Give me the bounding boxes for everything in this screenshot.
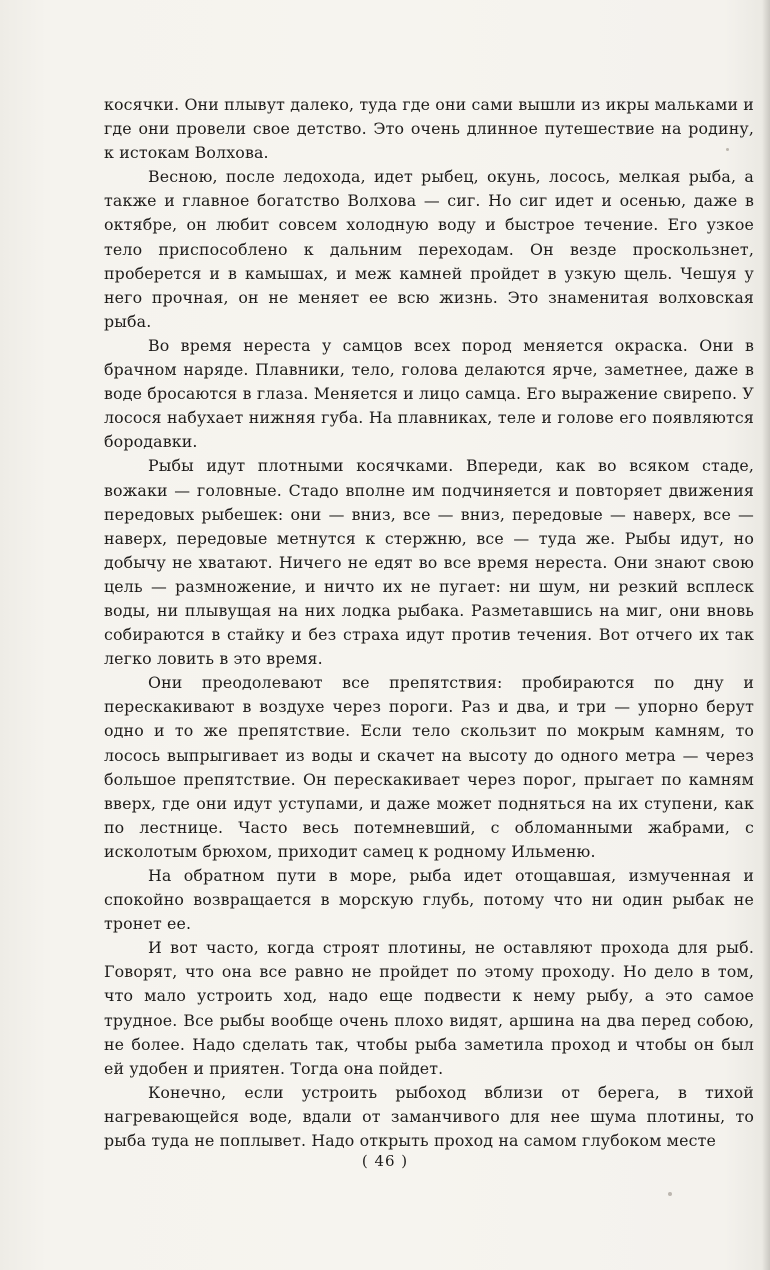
paragraph: На обратном пути в море, рыба идет отощавшая, измученная и спокойно возвращается в морскую глубь, потому что ни один рыбак не тронет ее.: [104, 866, 754, 934]
paragraph: Рыбы идут плотными косячками. Впереди, как во всяком стаде, вожаки — головные. Стадо вполне им подчиняется и повторяет движения передовых рыбешек: они — вниз, все — вниз, передовые — наверх, все — наверх, передовые метнутся к стержню, все — туда же. Рыбы идут, но добычу не хватают. Ничего не едят во все время нереста. Они знают свою цель — размножение, и ничто их не пугает: ни шум, ни резкий всплеск воды, ни плывущая на них лодка рыбака. Разметавшись на миг, они вновь собираются в стайку и без страха идут против течения. Вот отчего их так легко ловить в это время.: [104, 456, 754, 669]
paragraph: Во время нереста у самцов всех пород меняется окраска. Они в брачном наряде. Плавники, тело, голова делаются ярче, заметнее, даже в воде бросаются в глаза. Меняется и лицо самца. Его выражение свирепо. У лосося набухает нижняя губа. На плавниках, теле и голове его появляются бородавки.: [104, 335, 754, 452]
paragraph: Весною, после ледохода, идет рыбец, окунь, лосось, мелкая рыба, а также и главное богатство Волхова — сиг. Но сиг идет и осенью, даже в октябре, он любит совсем холодную воду и быстрое течение. Его узкое тело приспособлено к дальним переходам. Он везде проскользнет, проберется и в камышах, и меж камней пройдет в узкую щель. Чешуя у него прочная, он не меняет ее всю жизнь. Это знаменитая волховская рыба.: [104, 167, 754, 331]
page-edge-shadow: [762, 0, 770, 1270]
paragraph: Они преодолевают все препятствия: пробираются по дну и перескакивают в воздухе через пороги. Раз и два, и три — упорно берут одно и то же препятствие. Если тело скользит по мокрым камням, то лосось выпрыгивает из воды и скачет на высоту до одного метра — через большое препятствие. Он перескакивает через порог, прыгает по камням вверх, где они идут уступами, и даже может подняться на их ступени, как по лестнице. Часто весь потемневший, с обломанными жабрами, с исколотым брюхом, приходит самец к родному Ильменю.: [104, 673, 754, 861]
paragraph: И вот часто, когда строят плотины, не оставляют прохода для рыб. Говорят, что она все равно не пройдет по этому проходу. Но дело в том, что мало устроить ход, надо еще подвести к нему рыбу, а это самое трудное. Все рыбы вообще очень плохо видят, аршина на два перед собою, не более. Надо сделать так, чтобы рыба заметила проход и чтобы он был ей удобен и приятен. Тогда она пойдет.: [104, 938, 754, 1078]
paragraph: Конечно, если устроить рыбоход вблизи от берега, в тихой нагревающейся воде, вдали от заманчивого для нее шума плотины, то рыба туда не поплывет. Надо открыть проход на самом глубоком месте: [104, 1082, 754, 1151]
print-speck: [668, 1192, 672, 1196]
print-speck: [726, 148, 729, 151]
body-text: [104, 93, 754, 1153]
paragraph: косячки. Они плывут далеко, туда где они сами вышли из икры мальками и где они провели свое детство. Это очень длинное путешествие на родину, к истокам Волхова.: [104, 95, 754, 163]
page-number: ( 46 ): [361, 1152, 409, 1170]
